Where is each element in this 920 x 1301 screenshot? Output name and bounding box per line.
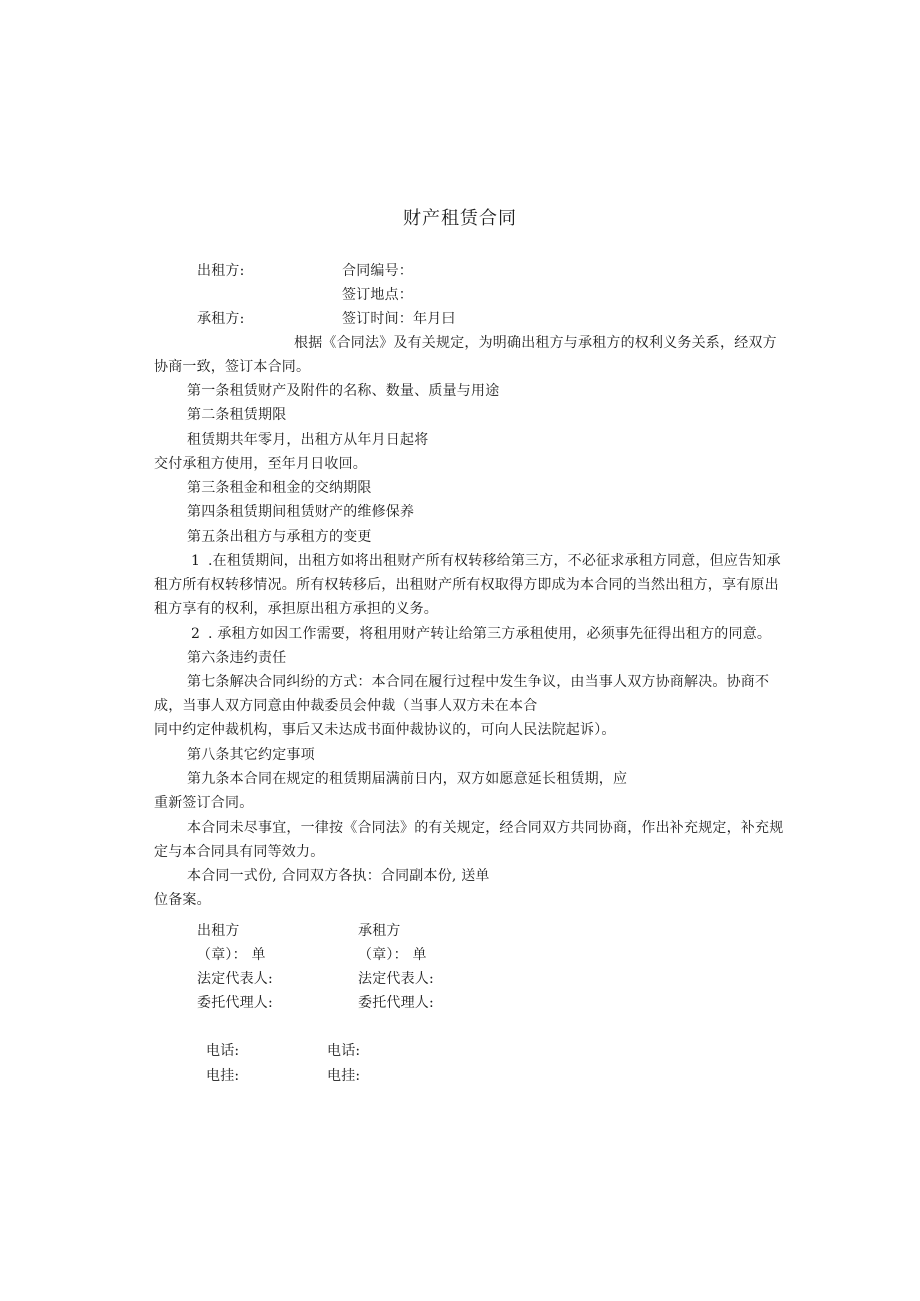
clause-text: 位备案。 xyxy=(154,892,211,908)
signature-lessor-legal-rep: 法定代表人: xyxy=(197,971,273,987)
lessee-label: 承租方: xyxy=(197,311,245,327)
clause-heading: 第三条租金和租金的交纳期限 xyxy=(187,480,372,496)
clause-text: 定与本合同具有同等效力。 xyxy=(154,844,325,860)
signature-lessee-agent: 委托代理人: xyxy=(358,995,434,1011)
signature-lessee-party: 承租方 xyxy=(358,923,401,939)
clause-text: . 承租方如因工作需要，将租用财产转让给第三方承租使用，必须事先征得出租方的同意。 xyxy=(208,626,772,642)
preamble-line: 协商一致，签订本合同。 xyxy=(154,359,311,375)
clause-text: 本合同未尽事宜，一律按《合同法》的有关规定，经合同双方共同协商，作出补充规定，补充规 xyxy=(187,820,784,836)
page-title: 财产租赁合同 xyxy=(403,208,517,229)
clause-heading: 第五条出租方与承租方的变更 xyxy=(187,529,372,545)
signature-lessor-party: 出租方 xyxy=(197,923,240,939)
clause-text: 成，当事人双方同意由仲裁委员会仲裁（当事人双方未在本合 xyxy=(154,698,538,714)
signature-lessee-phone: 电话: xyxy=(327,1043,361,1059)
clause-text: .在租赁期间，出租方如将出租财产所有权转移给第三方，不必征求承租方同意，但应告知承 xyxy=(208,553,781,569)
clause-text: 第九条本合同在规定的租赁期届满前日内，双方如愿意延长租赁期，应 xyxy=(187,771,628,787)
signature-lessor-seal: （章）： 单 xyxy=(197,947,266,963)
signature-lessor-telex: 电挂: xyxy=(206,1068,240,1084)
clause-text: 本合同一式份, 合同双方各执：合同副本份, 送单 xyxy=(187,868,490,884)
list-number: 2 xyxy=(191,626,201,642)
clause-text: 租方享有的权利，承担原出租方承担的义务。 xyxy=(154,601,438,617)
signature-lessor-phone: 电话: xyxy=(206,1043,240,1059)
contract-number-label: 合同编号： xyxy=(342,263,413,279)
clause-text: 第七条解决合同纠纷的方式：本合同在履行过程中发生争议，由当事人双方协商解决。协商不 xyxy=(187,674,770,690)
list-number: 1 xyxy=(191,553,201,569)
signing-place-label: 签订地点： xyxy=(342,287,413,303)
clause-heading: 第二条租赁期限 xyxy=(187,407,287,423)
preamble-line: 根据《合同法》及有关规定，为明确出租方与承租方的权利义务关系，经双方 xyxy=(294,335,777,351)
signature-lessee-telex: 电挂: xyxy=(327,1068,361,1084)
clause-heading: 第六条违约责任 xyxy=(187,650,287,666)
clause-text: 同中约定仲裁机构，事后又未达成书面仲裁协议的，可向人民法院起诉）。 xyxy=(154,722,616,738)
signature-lessor-agent: 委托代理人: xyxy=(197,995,273,1011)
signature-lessee-legal-rep: 法定代表人: xyxy=(358,971,434,987)
clause-text: 租方所有权转移情况。所有权转移后，出租财产所有权取得方即成为本合同的当然出租方，享有原出 xyxy=(154,577,779,593)
signing-time-label: 签订时间：年月曰 xyxy=(342,311,456,327)
lessor-label: 出租方: xyxy=(197,263,245,279)
clause-heading: 第八条其它约定事项 xyxy=(187,747,315,763)
clause-text: 重新签订合同。 xyxy=(154,795,254,811)
clause-text: 租赁期共年零月，出租方从年月日起将 xyxy=(187,432,429,448)
signature-lessee-seal: （章）： 单 xyxy=(358,947,427,963)
clause-heading: 第四条租赁期间租赁财产的维修保养 xyxy=(187,504,415,520)
clause-heading: 第一条租赁财产及附件的名称、数量、质量与用途 xyxy=(187,383,500,399)
clause-text: 交付承租方使用，至年月日收回。 xyxy=(154,456,367,472)
